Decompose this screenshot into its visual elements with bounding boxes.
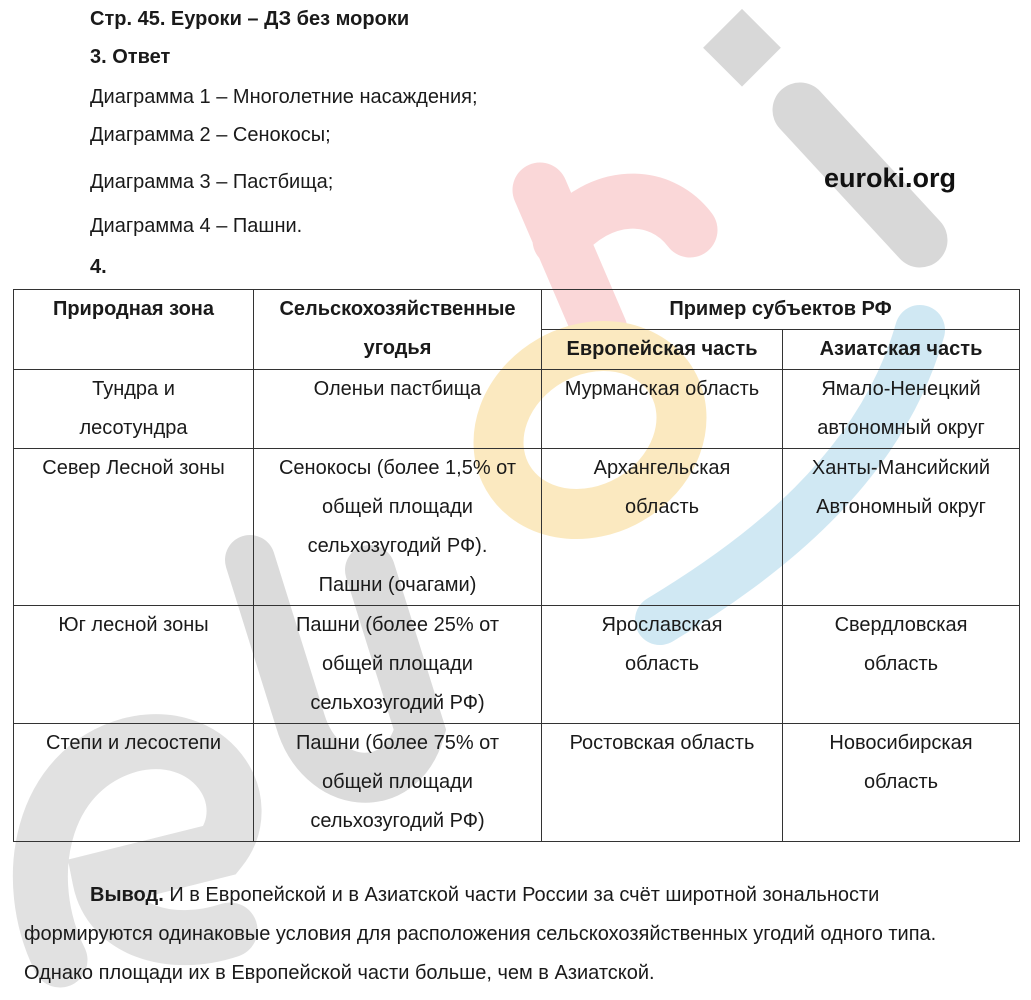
cell-zone: Тундра и лесотундра [79,378,188,439]
site-label: euroki.org [824,163,957,193]
cell-lands: Сенокосы (более 1,5% от общей площади сельхозугодий РФ). Пашни (очагами) [278,457,517,596]
cell-asian: Свердловская область [834,614,968,675]
table-row [14,370,1020,449]
diagram-answer-1: Диаграмма 1 – Многолетние насаждения; [90,86,478,108]
header-asian: Азиатская часть [783,330,1020,370]
cell-zone: Степи и лесостепи [46,732,221,754]
table-row [14,724,1020,842]
table-row [14,606,1020,724]
diagram-answer-4: Диаграмма 4 – Пашни. [90,215,303,237]
page-title: Стр. 45. Еуроки – ДЗ без мороки [90,8,410,30]
cell-european: Архангельская область [593,457,731,518]
cell-asian: Ямало-Ненецкий автономный округ [817,378,985,439]
conclusion-label: Вывод. [90,884,164,906]
conclusion-paragraph [24,876,1009,993]
header-examples: Пример субъектов РФ [542,290,1020,330]
conclusion-text: И в Европейской и в Азиатской части России за счёт широтной зональности формируются одинаковые условия для расположения сельскохозяйственных угодий одного типа. Однако площади их в Европейской части больше, чем в Азиатской. [24,884,937,984]
cell-european: Ярославская область [601,614,723,675]
cell-european: Мурманская область [564,378,760,400]
cell-asian: Ханты-Мансийский Автономный округ [811,457,991,518]
header-european: Европейская часть [542,330,783,370]
cell-lands: Оленьи пастбища [313,378,482,400]
cell-lands: Пашни (более 25% от общей площади сельхозугодий РФ) [295,614,500,714]
section-3-heading: 3. Ответ [90,46,171,68]
diagram-answer-3: Диаграмма 3 – Пастбища; [90,171,334,193]
cell-lands: Пашни (более 75% от общей площади сельхозугодий РФ) [295,732,500,832]
cell-asian: Новосибирская область [829,732,973,793]
cell-zone: Север Лесной зоны [42,457,225,479]
table-row [14,449,1020,606]
header-lands: Сельскохозяйственные угодья [254,290,542,370]
diagram-answer-2: Диаграмма 2 – Сенокосы; [90,124,331,146]
section-4-heading: 4. [90,256,107,278]
cell-zone: Юг лесной зоны [58,614,209,636]
header-zone: Природная зона [14,290,254,370]
zones-table [13,289,1020,842]
cell-european: Ростовская область [569,732,755,754]
